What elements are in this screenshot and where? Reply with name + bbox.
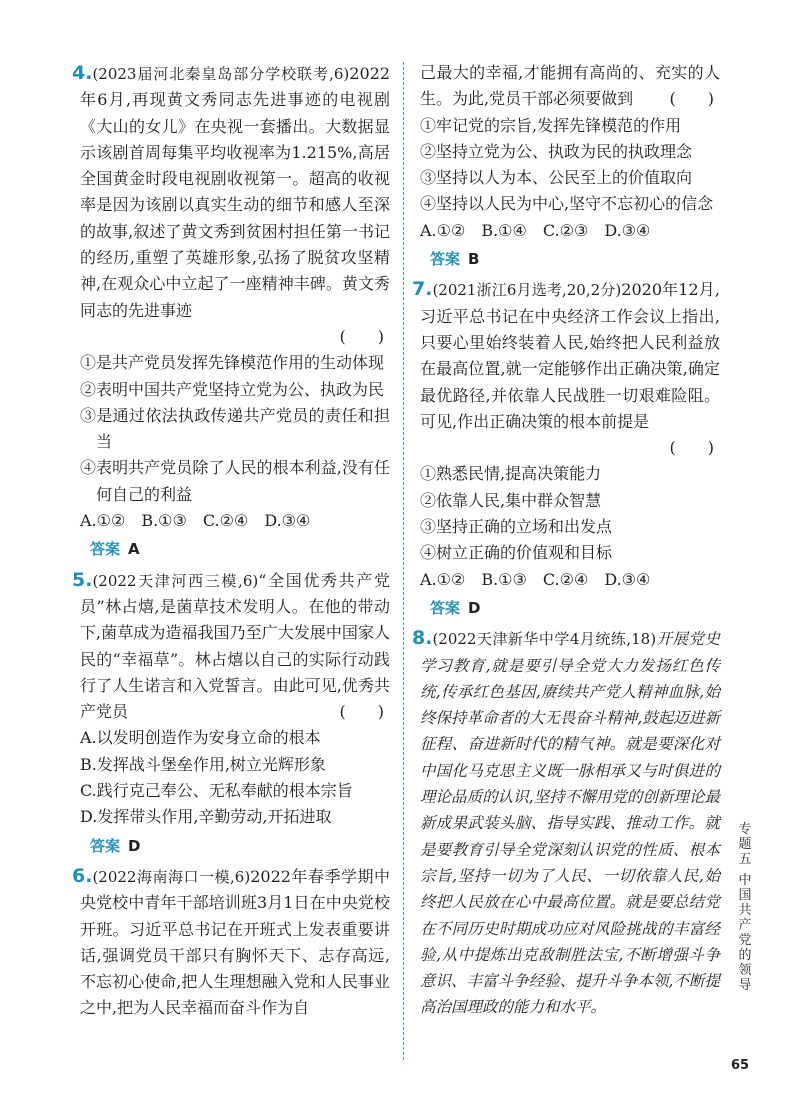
column-divider xyxy=(403,62,404,1060)
question-stem: 开展党史学习教育,就是要引导全党大力发扬红色传统,传承红色基因,赓续共产党人精神血脉,始终保持革命者的大无畏奋斗精神,鼓起迈进新征程、奋进新时代的精气神。就是要深化对中国化马克思主义既一脉相承又与时俱进的理论品质的认识,坚持不懈用党的创新理论最新成果武装头脑、指导实践、推动工作。就是要教育引导全党深刻认识党的性质、根本宗旨,坚持一切为了人民、一切依靠人民,始终把人民放在心中最高位置。就是要总结党在不同历史时期成功应对风险挑战的丰富经验,从中提炼出克敌制胜法宝,不断增强斗争意识、丰富斗争经验、提升斗争本领,不断提高治国理政的能力和水平。 xyxy=(420,630,720,1017)
choice-b: B.①③ xyxy=(481,569,527,589)
answer-value: D xyxy=(128,836,141,855)
page-number: 65 xyxy=(731,1058,750,1073)
question-stem: 2020年12月,习近平总书记在中央经济工作会议上指出,只要心里始终装着人民,始终把人民利益放在最高位置,就一定能够作出正确决策,确定最优路径,并依靠人民战胜一切艰难险阻。可见,作出正确决策的根本前提是 xyxy=(420,280,720,431)
sidebar-title: 中国共产党的领导 xyxy=(738,873,752,993)
option-3: ③是通过依法执政传递共产党员的责任和担当 xyxy=(80,405,390,452)
question-4 xyxy=(72,60,390,563)
answer-label: 答案 xyxy=(430,250,461,269)
question-8 xyxy=(412,625,720,1020)
option-1: ①牢记党的宗旨,发挥先锋模范的作用 xyxy=(420,115,682,135)
choice-row xyxy=(420,567,720,593)
answer-bracket: ( ) xyxy=(669,89,714,109)
answer-value: A xyxy=(128,540,140,559)
choice-a: A.①② xyxy=(420,220,466,240)
option-4: ④坚持以人民为中心,坚守不忘初心的信念 xyxy=(420,194,714,214)
choice-c: C.②③ xyxy=(542,220,589,240)
answer-line xyxy=(430,595,720,621)
option-b: B.发挥战斗堡垒作用,树立光辉形象 xyxy=(80,754,326,774)
answer-bracket: ( ) xyxy=(339,326,384,346)
option-1: ①是共产党员发挥先锋模范作用的生动体现 xyxy=(80,353,385,373)
choice-d: D.③④ xyxy=(604,220,651,240)
option-c: C.践行克己奉公、无私奉献的根本宗旨 xyxy=(80,781,353,801)
choice-b: B.①③ xyxy=(141,511,187,531)
sidebar-topic: 专题五 xyxy=(738,822,752,867)
answer-line xyxy=(430,246,720,272)
option-2: ②坚持立党为公、执政为民的执政理念 xyxy=(420,141,693,161)
option-a: A.以发明创造作为安身立命的根本 xyxy=(80,728,321,748)
choice-row xyxy=(420,218,720,244)
choice-row xyxy=(80,508,390,534)
answer-bracket: ( ) xyxy=(339,702,384,722)
option-2: ②依靠人民,集中群众智慧 xyxy=(420,490,602,510)
answer-value: B xyxy=(468,250,480,269)
answer-value: D xyxy=(468,598,481,617)
question-5 xyxy=(72,567,390,859)
option-4: ④树立正确的价值观和目标 xyxy=(420,543,613,563)
right-column xyxy=(412,60,720,1021)
option-1: ①熟悉民情,提高决策能力 xyxy=(420,464,602,484)
answer-bracket: ( ) xyxy=(669,438,714,458)
question-number: 8. xyxy=(412,627,433,650)
question-stem: “全国优秀共产党员”林占熺,是菌草技术发明人。在他的带动下,菌草成为造福我国乃至广大发展中国家人民的“幸福草”。林占熺以自己的实际行动践行了人生诺言和入党誓言。由此可见,优秀共产党员 xyxy=(80,570,390,722)
question-6-continued xyxy=(420,60,720,272)
choice-a: A.①② xyxy=(80,511,126,531)
question-source: (2022海南海口一模,6) xyxy=(92,867,251,886)
choice-c: C.②④ xyxy=(202,511,249,531)
question-number: 5. xyxy=(72,568,93,591)
choice-d: D.③④ xyxy=(264,511,311,531)
question-source: (2023届河北秦皇岛部分学校联考,6) xyxy=(92,65,350,83)
choice-d: D.③④ xyxy=(604,569,651,589)
answer-label: 答案 xyxy=(430,598,461,617)
option-4: ④表明共产党员除了人民的根本利益,没有任何自己的利益 xyxy=(80,458,390,504)
choice-a: A.①② xyxy=(420,569,466,589)
option-3: ③坚持正确的立场和出发点 xyxy=(420,517,613,537)
question-6 xyxy=(72,863,390,1022)
chapter-sidebar xyxy=(737,822,753,993)
option-d: D.发挥带头作用,辛勤劳动,开拓进取 xyxy=(80,807,332,827)
question-stem-continued: 己最大的幸福,才能拥有高尚的、充实的人生。为此,党员干部必须要做到 xyxy=(420,63,720,109)
question-7 xyxy=(412,276,720,621)
question-source: (2021浙江6月选考,20,2分) xyxy=(432,281,622,300)
choice-b: B.①④ xyxy=(481,220,527,240)
left-column xyxy=(72,60,390,1022)
answer-label: 答案 xyxy=(90,540,121,559)
answer-label: 答案 xyxy=(90,836,121,855)
question-number: 7. xyxy=(412,278,433,301)
option-2: ②表明中国共产党坚持立党为公、执政为民 xyxy=(80,379,385,399)
question-source: (2022天津新华中学4月统练,18) xyxy=(432,630,657,649)
choice-c: C.②④ xyxy=(542,569,589,589)
question-stem: 2022年春季学期中央党校中青年干部培训班3月1日在中央党校开班。习近平总书记在开班式上发表重要讲话,强调党员干部只有胸怀天下、志存高远,不忘初心使命,把人生理想融入党和人民事业之中,把为人民幸福而奋斗作为自 xyxy=(80,866,390,1018)
question-stem: 2022年6月,再现黄文秀同志先进事迹的电视剧《大山的女儿》在央视一套播出。大数据显示该剧首周每集平均收视率为1.215%,高居全国黄金时段电视剧收视第一。超高的收视率是因为该剧以真实生动的细节和感人至深的故事,叙述了黄文秀到贫困村担任第一书记的经历,重塑了英雄形象,弘扬了脱贫攻坚精神,在观众心中立起了一座精神丰碑。黄文秀同志的先进事迹 xyxy=(80,64,390,320)
answer-line xyxy=(90,536,390,562)
answer-line xyxy=(90,833,390,859)
question-number: 6. xyxy=(72,864,93,887)
question-number: 4. xyxy=(72,62,93,84)
option-3: ③坚持以人为本、公民至上的价值取向 xyxy=(420,168,693,188)
question-source: (2022天津河西三模,6) xyxy=(92,571,259,590)
